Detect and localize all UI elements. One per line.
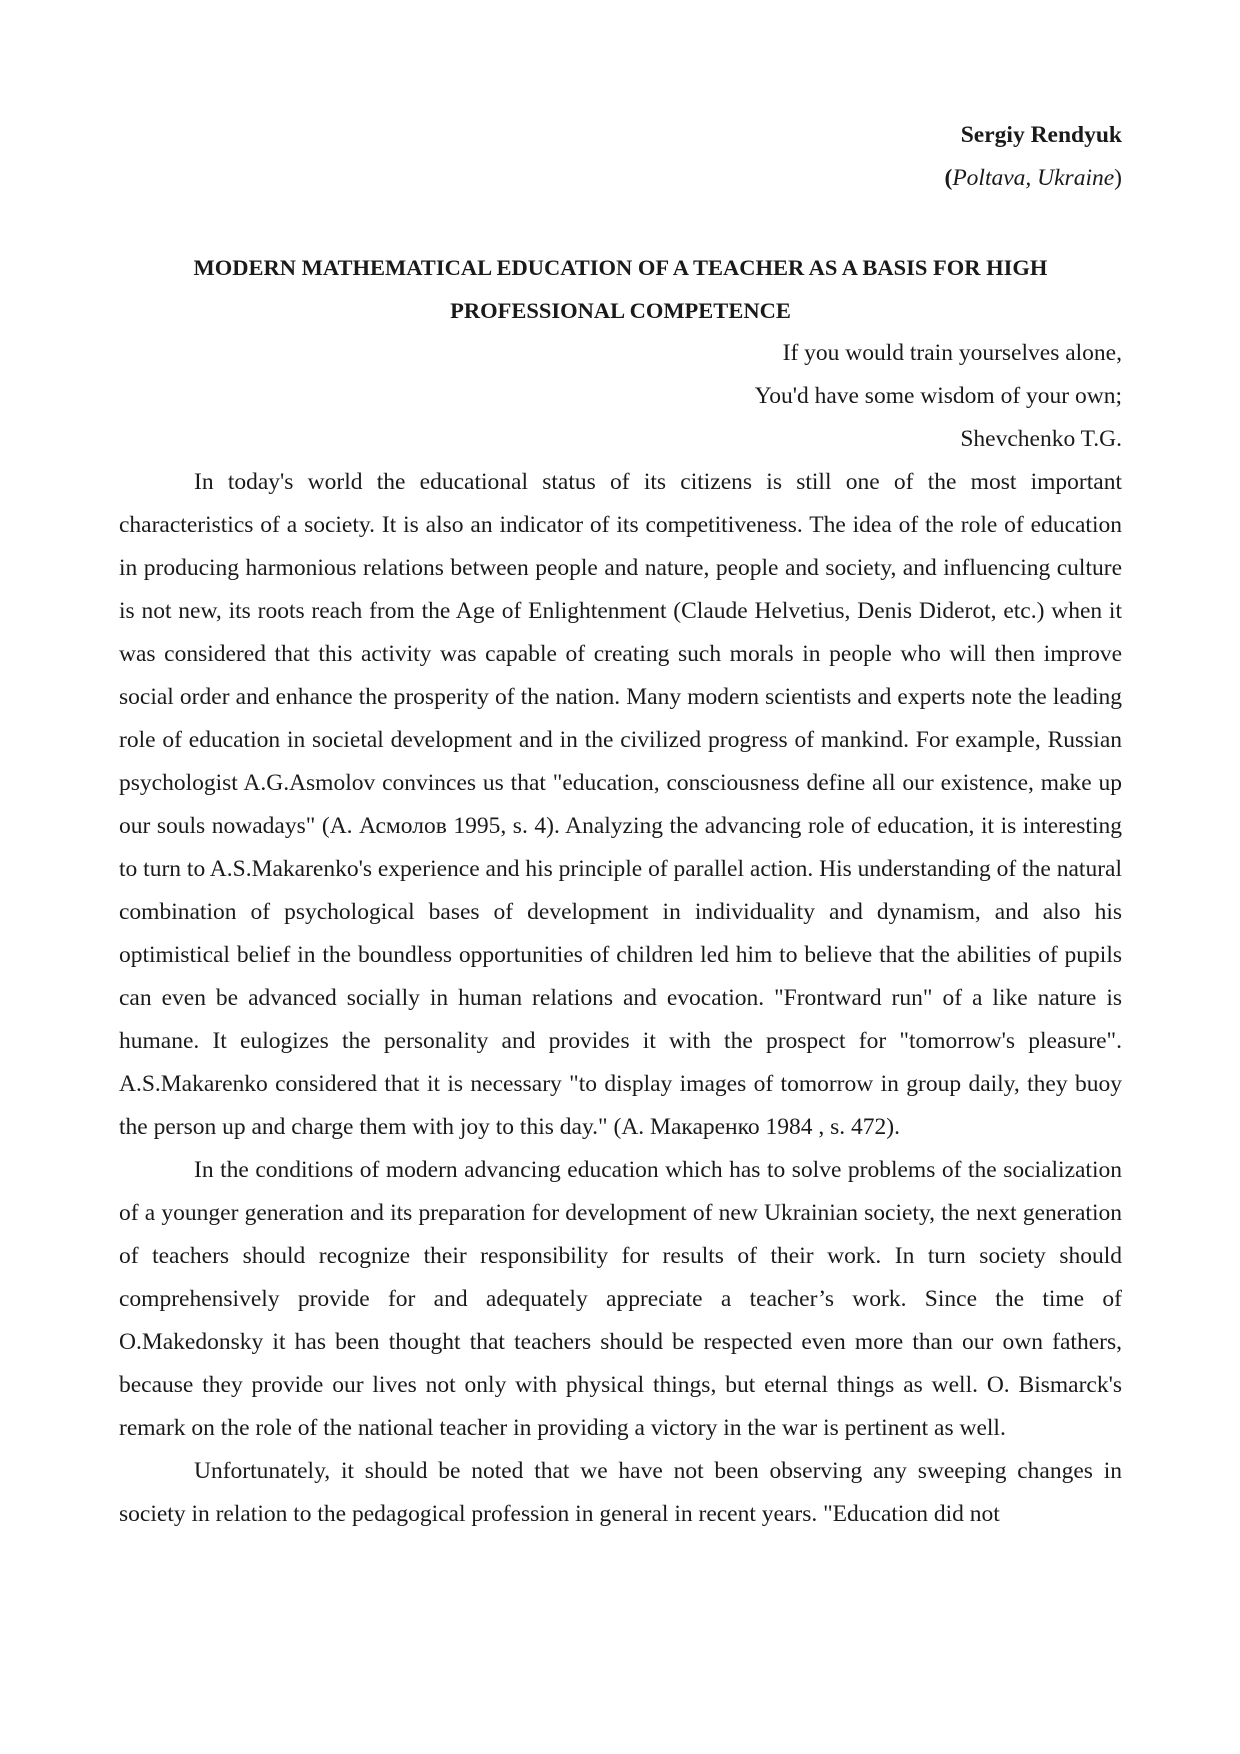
paper-title: [119, 246, 1122, 332]
affiliation-place: Poltava, Ukraine: [952, 165, 1115, 191]
author-affiliation: [119, 157, 1122, 200]
paper-title-line-2: PROFESSIONAL COMPETENCE: [450, 298, 791, 323]
document-page: [119, 114, 1122, 1536]
body-paragraph-3: Unfortunately, it should be noted that we have not been observing any sweeping changes in society in relation to the pedagogical profession in general in recent years. "Education did not: [119, 1458, 1122, 1527]
paper-title-line-1: MODERN MATHEMATICAL EDUCATION OF A TEACHER AS A BASIS FOR HIGH: [193, 255, 1048, 280]
body-paragraph-1: In today's world the educational status of its citizens is still one of the most important characteristics of a society. It is also an indicator of its competitiveness. The idea of the role of education in producing harmonious relations between people and nature, people and society, and influencing culture is not new, its roots reach from the Age of Enlightenment (Claude Helvetius, Denis Diderot, etc.) when it was considered that this activity was capable of creating such morals in people who will then improve social order and enhance the prosperity of the nation. Many modern scientists and experts note the leading role of education in societal development and in the civilized progress of mankind. For example, Russian psychologist A.G.Asmolov convinces us that "education, consciousness define all our existence, make up our souls nowadays" (А. Асмолов 1995, s. 4). Analyzing the advancing role of education, it is interesting to turn to A.S.Makarenko's experience and his principle of parallel action. His understanding of the natural combination of psychological bases of development in individuality and dynamism, and also his optimistical belief in the boundless opportunities of children led him to believe that the abilities of pupils can even be advanced socially in human relations and evocation. "Frontward run" of a like nature is humane. It eulogizes the personality and provides it with the prospect for "tomorrow's pleasure". A.S.Makarenko considered that it is necessary "to display images of tomorrow in group daily, they buoy the person up and charge them with joy to this day." (А. Макаренко 1984 , s. 472).: [119, 469, 1122, 1140]
affiliation-close-paren: ): [1114, 165, 1122, 191]
epigraph-attribution: Shevchenko T.G.: [960, 426, 1122, 452]
epigraph-line-2: You'd have some wisdom of your own;: [754, 383, 1122, 409]
epigraph-line-1: If you would train yourselves alone,: [782, 340, 1122, 366]
author-name: Sergiy Rendyuk: [960, 122, 1122, 148]
epigraph: [119, 332, 1122, 461]
body-paragraph-2: In the conditions of modern advancing education which has to solve problems of the socialization of a younger generation and its preparation for development of new Ukrainian society, the next generation of teachers should recognize their responsibility for results of their work. In turn society should comprehensively provide for and adequately appreciate a teacher’s work. Since the time of O.Makedonsky it has been thought that teachers should be respected even more than our own fathers, because they provide our lives not only with physical things, but eternal things as well. O. Bismarck's remark on the role of the national teacher in providing a victory in the war is pertinent as well.: [119, 1157, 1122, 1441]
affiliation-open-paren: (: [944, 165, 953, 191]
